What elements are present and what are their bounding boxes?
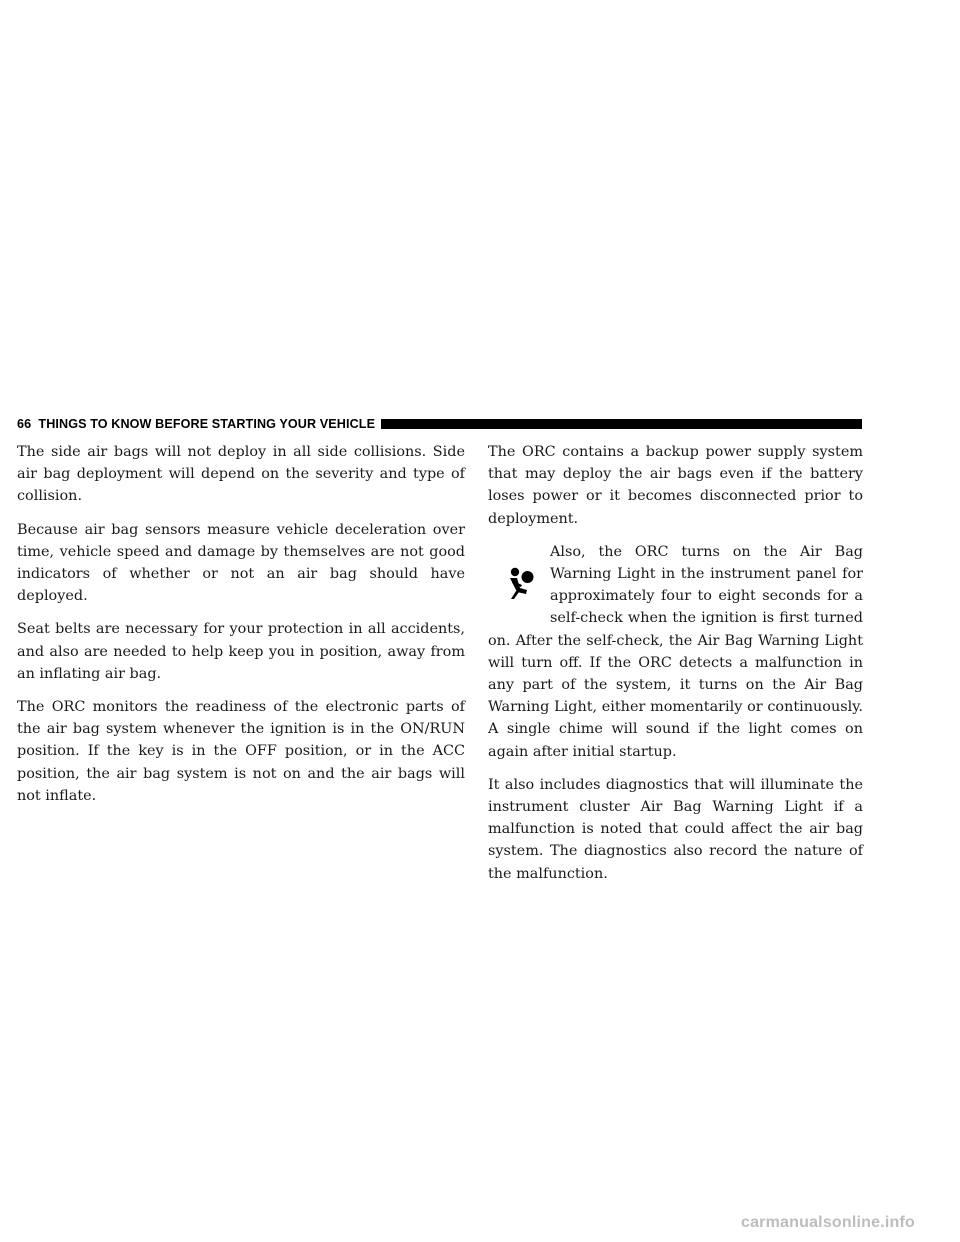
- paragraph-backup-power: The ORC contains a backup power supply system that may deploy the air bags even if the battery loses power or it becomes disconnected prior to deployment.: [488, 444, 863, 527]
- paragraph-seat-belts: Seat belts are necessary for your protection in all accidents, and also are needed to help keep you in position, away from an inflating air bag.: [17, 621, 465, 682]
- paragraph-warning-light: [488, 541, 863, 763]
- page-number: 66: [17, 417, 32, 431]
- right-column: [488, 441, 863, 896]
- footer-watermark: carmanualsonline.info: [740, 1214, 915, 1231]
- air-bag-warning-icon: [488, 541, 550, 623]
- page-header: [17, 418, 862, 430]
- header-rule: [381, 419, 862, 429]
- paragraph-orc-monitors: The ORC monitors the readiness of the electronic parts of the air bag system whenever the ignition is in the ON/RUN position. If the key is in the OFF position, or in the ACC position, the air bag system is not on and the air bags will not inflate.: [17, 699, 465, 804]
- page-header-text: [17, 418, 375, 430]
- paragraph-side-air-bags: The side air bags will not deploy in all side collisions. Side air bag deployment will depend on the severity and type of collision.: [17, 444, 465, 505]
- paragraph-diagnostics: It also includes diagnostics that will illuminate the instrument cluster Air Bag Warning Light if a malfunction is noted that could affect the air bag system. The diagnostics also record the nature of the malfunction.: [488, 776, 863, 882]
- footer: [0, 1210, 960, 1242]
- left-column: [17, 441, 465, 818]
- section-title: THINGS TO KNOW BEFORE STARTING YOUR VEHICLE: [38, 417, 376, 431]
- paragraph-sensors: Because air bag sensors measure vehicle deceleration over time, vehicle speed and damage by themselves are not good indicators of whether or not an air bag should have deployed.: [17, 521, 465, 605]
- warning-light-text: Also, the ORC turns on the Air Bag Warning Light in the instrument panel for approximately four to eight seconds for a self-check when the ignition is first turned on. After the self-check, the Air Bag Warning Light will turn off. If the ORC detects a malfunction in any part of the system, it turns on the Air Bag Warning Light, either momentarily or continuously. A single chime will sound if the light comes on again after initial startup.: [488, 543, 863, 760]
